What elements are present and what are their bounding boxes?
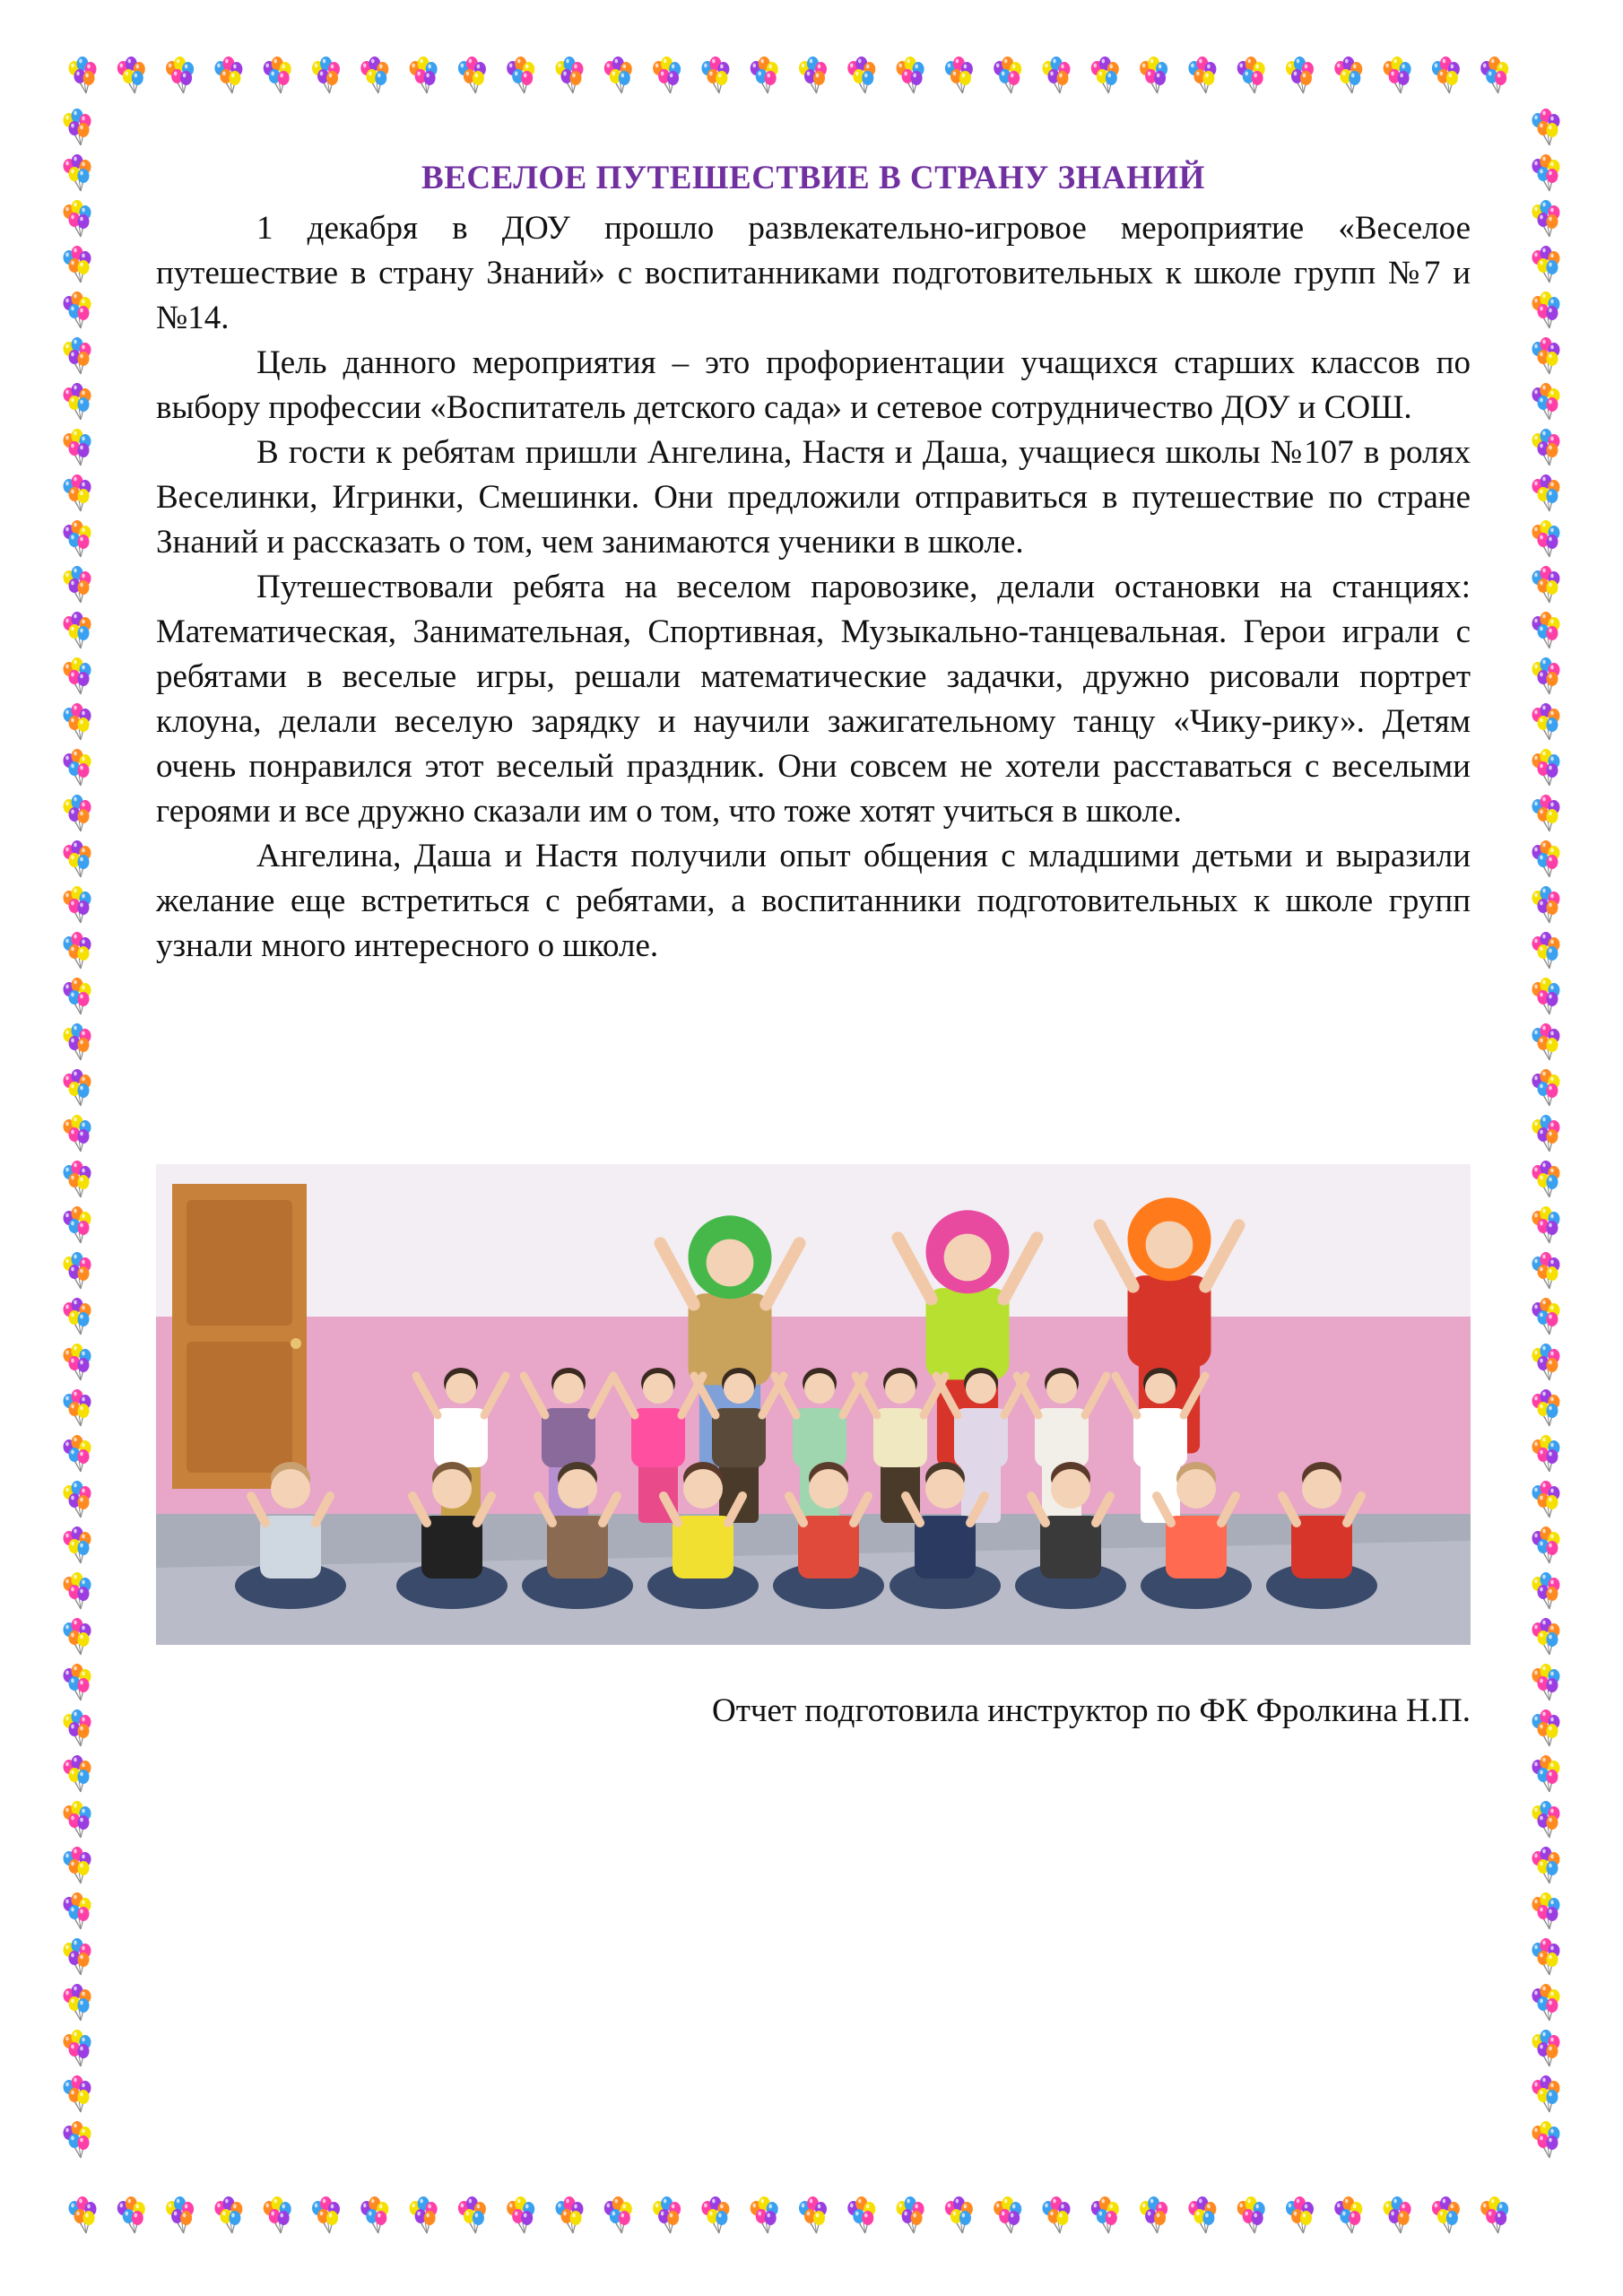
balloon-bunch-icon <box>1532 1938 1560 1975</box>
balloon-bunch-icon <box>1140 57 1167 93</box>
balloon-bunch-icon <box>264 2196 291 2233</box>
balloon-bunch-icon <box>1188 2196 1216 2233</box>
balloon-bunch-icon <box>1532 1847 1560 1883</box>
paragraph-5: Ангелина, Даша и Настя получили опыт общения с младшими детьми и выразили желание еще встретиться с ребятами, а воспитанники подготовительных к школе групп узнали много интересного о школе. <box>156 838 1471 964</box>
balloon-bunch-icon <box>360 57 388 93</box>
balloon-bunch-icon <box>64 383 91 420</box>
balloon-bunch-icon <box>64 886 91 923</box>
balloon-bunch-icon <box>1532 1206 1560 1243</box>
balloon-bunch-icon <box>64 2075 91 2112</box>
balloon-bunch-icon <box>556 57 584 93</box>
balloon-bunch-icon <box>1532 1618 1560 1655</box>
balloon-bunch-icon <box>604 2196 632 2233</box>
balloon-bunch-icon <box>799 2196 827 2233</box>
balloon-bunch-icon <box>1091 57 1119 93</box>
balloon-bunch-icon <box>799 57 827 93</box>
balloon-bunch-icon <box>64 154 91 191</box>
balloon-bunch-icon <box>64 1481 91 1518</box>
balloon-bunch-icon <box>64 932 91 969</box>
balloon-bunch-icon <box>64 566 91 603</box>
balloon-bunch-icon <box>64 1252 91 1289</box>
group-photo <box>156 1164 1471 1645</box>
balloon-bunch-icon <box>117 57 145 93</box>
balloon-bunch-icon <box>1532 520 1560 557</box>
balloon-bunch-icon <box>312 2196 340 2233</box>
balloon-bunch-icon <box>410 57 438 93</box>
balloon-bunch-icon <box>1140 2196 1167 2233</box>
balloon-bunch-icon <box>507 57 534 93</box>
balloon-bunch-icon <box>1532 200 1560 237</box>
balloon-bunch-icon <box>166 2196 194 2233</box>
balloon-bunch-icon <box>64 1664 91 1700</box>
balloon-bunch-icon <box>556 2196 584 2233</box>
balloon-bunch-icon <box>1532 840 1560 877</box>
balloon-bunch-icon <box>64 337 91 374</box>
balloon-bunch-icon <box>751 2196 778 2233</box>
balloon-bunch-icon <box>653 2196 681 2233</box>
balloon-bunch-icon <box>64 1115 91 1152</box>
balloon-bunch-icon <box>1532 1115 1560 1152</box>
paragraph-4: Путешествовали ребята на веселом паровозике, делали остановки на станциях: Математическая, Занимательная, Спортивная, Музыкально-танцевальная. Герои играли с ребятами в веселые игры, решали математические задачки, дружно рисовали портрет клоуна, делали веселую зарядку и научили зажигательному танцу «Чику-рику». Детям очень понравился этот веселый праздник. Они совсем не хотели расставаться с веселыми героями и все дружно сказали им о том, что тоже хотят учиться в школе. <box>156 569 1471 830</box>
balloon-bunch-icon <box>1532 703 1560 740</box>
door <box>172 1184 307 1489</box>
balloon-bunch-icon <box>1532 932 1560 969</box>
balloon-bunch-icon <box>994 2196 1021 2233</box>
balloon-bunch-icon <box>64 291 91 328</box>
balloon-bunch-icon <box>945 57 973 93</box>
balloon-bunch-icon <box>1091 2196 1119 2233</box>
balloon-bunch-icon <box>1532 1298 1560 1335</box>
balloon-bunch-icon <box>64 429 91 465</box>
balloon-bunch-icon <box>1532 1755 1560 1792</box>
balloon-bunch-icon <box>64 1526 91 1563</box>
balloon-bunch-icon <box>64 1938 91 1975</box>
balloon-bunch-icon <box>64 1618 91 1655</box>
balloon-bunch-icon <box>701 2196 729 2233</box>
balloon-bunch-icon <box>1532 886 1560 923</box>
balloon-bunch-icon <box>507 2196 534 2233</box>
balloon-bunch-icon <box>1237 2196 1265 2233</box>
balloon-bunch-icon <box>1532 1572 1560 1609</box>
balloon-bunch-icon <box>1532 2121 1560 2158</box>
balloon-bunch-icon <box>360 2196 388 2233</box>
balloon-bunch-icon <box>64 1435 91 1472</box>
balloon-bunch-icon <box>1532 154 1560 191</box>
balloon-bunch-icon <box>166 57 194 93</box>
balloon-bunch-icon <box>1384 2196 1411 2233</box>
balloon-bunch-icon <box>1532 1389 1560 1426</box>
balloon-bunch-icon <box>1532 1023 1560 1060</box>
balloon-bunch-icon <box>64 246 91 283</box>
balloon-bunch-icon <box>1532 1709 1560 1746</box>
balloon-bunch-icon <box>117 2196 145 2233</box>
balloon-bunch-icon <box>1043 57 1071 93</box>
balloon-bunch-icon <box>264 57 291 93</box>
article <box>156 158 1471 969</box>
balloon-bunch-icon <box>945 2196 973 2233</box>
balloon-bunch-icon <box>1480 57 1508 93</box>
balloon-bunch-icon <box>214 2196 242 2233</box>
balloon-bunch-icon <box>64 1892 91 1929</box>
paragraph-2: Цель данного мероприятия – это профориентации учащихся старших классов по выбору профессии «Воспитатель детского сада» и сетевое сотрудничество ДОУ и СОШ. <box>156 344 1471 426</box>
balloon-bunch-icon <box>1532 2075 1560 2112</box>
balloon-bunch-icon <box>64 1161 91 1197</box>
balloon-bunch-icon <box>1532 1069 1560 1106</box>
balloon-bunch-icon <box>1532 383 1560 420</box>
balloon-bunch-icon <box>69 2196 97 2233</box>
balloon-bunch-icon <box>751 57 778 93</box>
balloon-bunch-icon <box>64 2030 91 2066</box>
balloon-bunch-icon <box>1188 57 1216 93</box>
balloon-bunch-icon <box>1334 2196 1362 2233</box>
balloon-bunch-icon <box>1043 2196 1071 2233</box>
balloon-bunch-icon <box>1532 1526 1560 1563</box>
balloon-bunch-icon <box>69 57 97 93</box>
balloon-bunch-icon <box>1532 337 1560 374</box>
balloon-bunch-icon <box>64 2121 91 2158</box>
article-title: ВЕСЕЛОЕ ПУТЕШЕСТВИЕ В СТРАНУ ЗНАНИЙ <box>421 160 1205 196</box>
balloon-bunch-icon <box>1532 1252 1560 1289</box>
balloon-bunch-icon <box>64 109 91 145</box>
balloon-bunch-icon <box>64 1984 91 2021</box>
paragraph-3: В гости к ребятам пришли Ангелина, Настя и Даша, учащиеся школы №107 в ролях Веселинки, Игринки, Смешинки. Они предложили отправиться в путешествие по стране Знаний и рассказать о том, чем занимаются ученики в школе. <box>156 434 1471 561</box>
balloon-bunch-icon <box>1532 978 1560 1014</box>
balloon-bunch-icon <box>64 1206 91 1243</box>
balloon-bunch-icon <box>64 1344 91 1380</box>
balloon-bunch-icon <box>214 57 242 93</box>
balloon-bunch-icon <box>1532 1984 1560 2021</box>
balloon-bunch-icon <box>897 57 924 93</box>
balloon-bunch-icon <box>64 1572 91 1609</box>
balloon-bunch-icon <box>1432 2196 1460 2233</box>
balloon-bunch-icon <box>64 749 91 786</box>
balloon-bunch-icon <box>1532 474 1560 511</box>
balloon-bunch-icon <box>458 2196 486 2233</box>
wall-upper <box>156 1164 1471 1317</box>
balloon-bunch-icon <box>1532 1161 1560 1197</box>
balloon-bunch-icon <box>410 2196 438 2233</box>
balloon-bunch-icon <box>1286 57 1314 93</box>
balloon-bunch-icon <box>64 1709 91 1746</box>
balloon-bunch-icon <box>1334 57 1362 93</box>
balloon-bunch-icon <box>64 1069 91 1106</box>
balloon-bunch-icon <box>458 57 486 93</box>
balloon-bunch-icon <box>1237 57 1265 93</box>
balloon-bunch-icon <box>1286 2196 1314 2233</box>
balloon-bunch-icon <box>64 840 91 877</box>
paragraph-1: 1 декабря в ДОУ прошло развлекательно-игровое мероприятие «Веселое путешествие в страну Знаний» с воспитанниками подготовительных к школе групп №7 и №14. <box>156 210 1471 336</box>
balloon-bunch-icon <box>1432 57 1460 93</box>
balloon-bunch-icon <box>1532 2030 1560 2066</box>
balloon-bunch-icon <box>1532 429 1560 465</box>
balloon-bunch-icon <box>64 1298 91 1335</box>
balloon-bunch-icon <box>64 978 91 1014</box>
balloon-bunch-icon <box>1532 566 1560 603</box>
balloon-bunch-icon <box>1532 109 1560 145</box>
balloon-bunch-icon <box>1532 1481 1560 1518</box>
balloon-bunch-icon <box>1532 291 1560 328</box>
balloon-bunch-icon <box>1384 57 1411 93</box>
balloon-bunch-icon <box>1532 1435 1560 1472</box>
balloon-bunch-icon <box>994 57 1021 93</box>
balloon-bunch-icon <box>653 57 681 93</box>
balloon-bunch-icon <box>1532 657 1560 694</box>
balloon-bunch-icon <box>1532 1892 1560 1929</box>
balloon-bunch-icon <box>64 703 91 740</box>
balloon-bunch-icon <box>1532 1801 1560 1838</box>
balloon-bunch-icon <box>64 520 91 557</box>
balloon-bunch-icon <box>1532 1664 1560 1700</box>
balloon-bunch-icon <box>64 795 91 831</box>
balloon-bunch-icon <box>847 57 875 93</box>
balloon-bunch-icon <box>847 2196 875 2233</box>
balloon-bunch-icon <box>604 57 632 93</box>
balloon-bunch-icon <box>1532 1344 1560 1380</box>
balloon-bunch-icon <box>64 200 91 237</box>
balloon-bunch-icon <box>897 2196 924 2233</box>
balloon-bunch-icon <box>64 1023 91 1060</box>
balloon-bunch-icon <box>1480 2196 1508 2233</box>
balloon-bunch-icon <box>1532 795 1560 831</box>
balloon-bunch-icon <box>64 1847 91 1883</box>
balloon-bunch-icon <box>701 57 729 93</box>
balloon-bunch-icon <box>1532 246 1560 283</box>
balloon-bunch-icon <box>64 1755 91 1792</box>
balloon-bunch-icon <box>64 474 91 511</box>
balloon-bunch-icon <box>64 612 91 648</box>
balloon-bunch-icon <box>1532 612 1560 648</box>
balloon-bunch-icon <box>1532 749 1560 786</box>
balloon-bunch-icon <box>64 1389 91 1426</box>
signature-line: Отчет подготовила инструктор по ФК Фролкина Н.П. <box>712 1692 1471 1729</box>
balloon-bunch-icon <box>64 657 91 694</box>
balloon-bunch-icon <box>64 1801 91 1838</box>
balloon-bunch-icon <box>312 57 340 93</box>
